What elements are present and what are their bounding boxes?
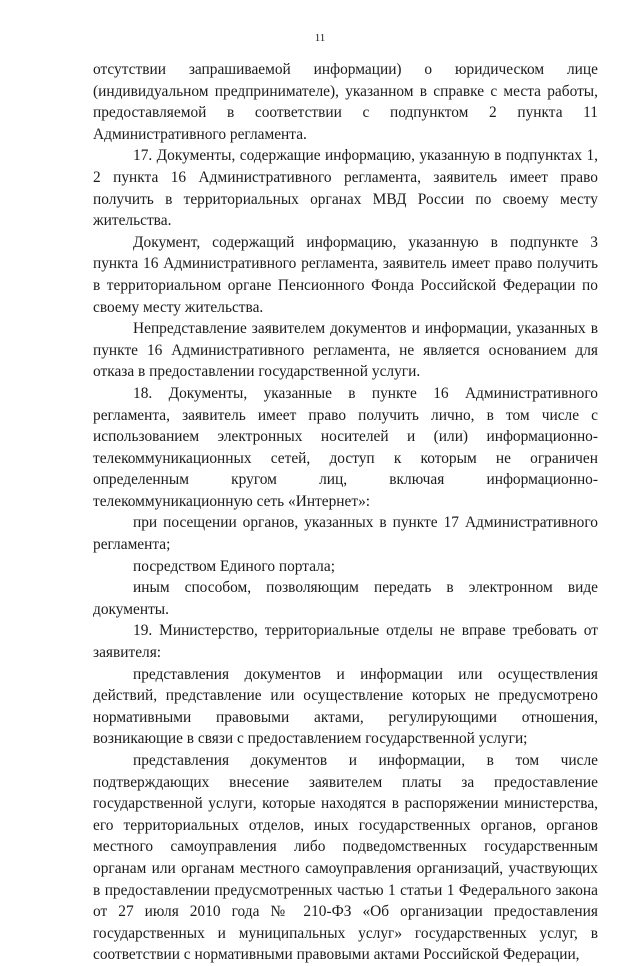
paragraph: посредством Единого портала; <box>133 557 335 575</box>
paragraph: при посещении органов, указанных в пункте 17 Административного регламента; <box>93 514 598 554</box>
page-number: 11 <box>314 32 326 44</box>
paragraph: Непредставление заявителем документов и информации, указанных в пункте 16 Административного регламента, не является основанием для отказа в предоставлении государственной услуги. <box>93 320 598 381</box>
paragraph: 17. Документы, содержащие информацию, указанную в подпунктах 1, 2 пункта 16 Административного регламента, заявитель имеет право получить в территориальных органах МВД России по своему месту жительства. <box>93 147 598 230</box>
paragraph: Документ, содержащий информацию, указанную в подпункте 3 пункта 16 Административного регламента, заявитель имеет право получить в территориальном органе Пенсионного Фонда Российской Федерации по своему месту жительства. <box>93 233 598 316</box>
paragraph: иным способом, позволяющим передать в электронном виде документы. <box>93 579 598 618</box>
paragraph: отсутствии запрашиваемой информации) о юридическом лице (индивидуальном предпринимателе), указанном в справке с места работы, предоставляемой в соответствии с подпунктом 2 пункта 11 Административного регламента. <box>93 61 598 143</box>
paragraph: 18. Документы, указанные в пункте 16 Административного регламента, заявитель имеет право получить лично, в том числе с использованием электронных носителей и (или) информационно-телекоммуникационных сетей, доступ к которым не ограничен определенным кругом лиц, включая информационно-телекоммуникационную сеть «Интернет»: <box>93 384 598 510</box>
paragraph: представления документов и информации, в том числе подтверждающих внесение заявителем платы за предоставление государственной услуги, которые находятся в распоряжении министерства, его территориальных отделов, иных государственных органов, органов местного самоуправления либо подведомственных государственным органам или органам местного самоуправления организаций, участвующих в предоставлении предусмотренных частью 1 статьи 1 Федерального закона от 27 июля 2010 года № 210-ФЗ «Об организации предоставления государственных и муниципальных услуг» государственных услуг, в соответствии с нормативными правовыми актами Российской Федерации, <box>93 752 598 964</box>
document-body <box>93 59 598 966</box>
paragraph: представления документов и информации или осуществления действий, представление или осуществление которых не предусмотрено нормативными правовыми актами, регулирующими отношения, возникающие в связи с предоставлением государственной услуги; <box>93 665 598 748</box>
paragraph: 19. Министерство, территориальные отделы не вправе требовать от заявителя: <box>93 622 598 662</box>
